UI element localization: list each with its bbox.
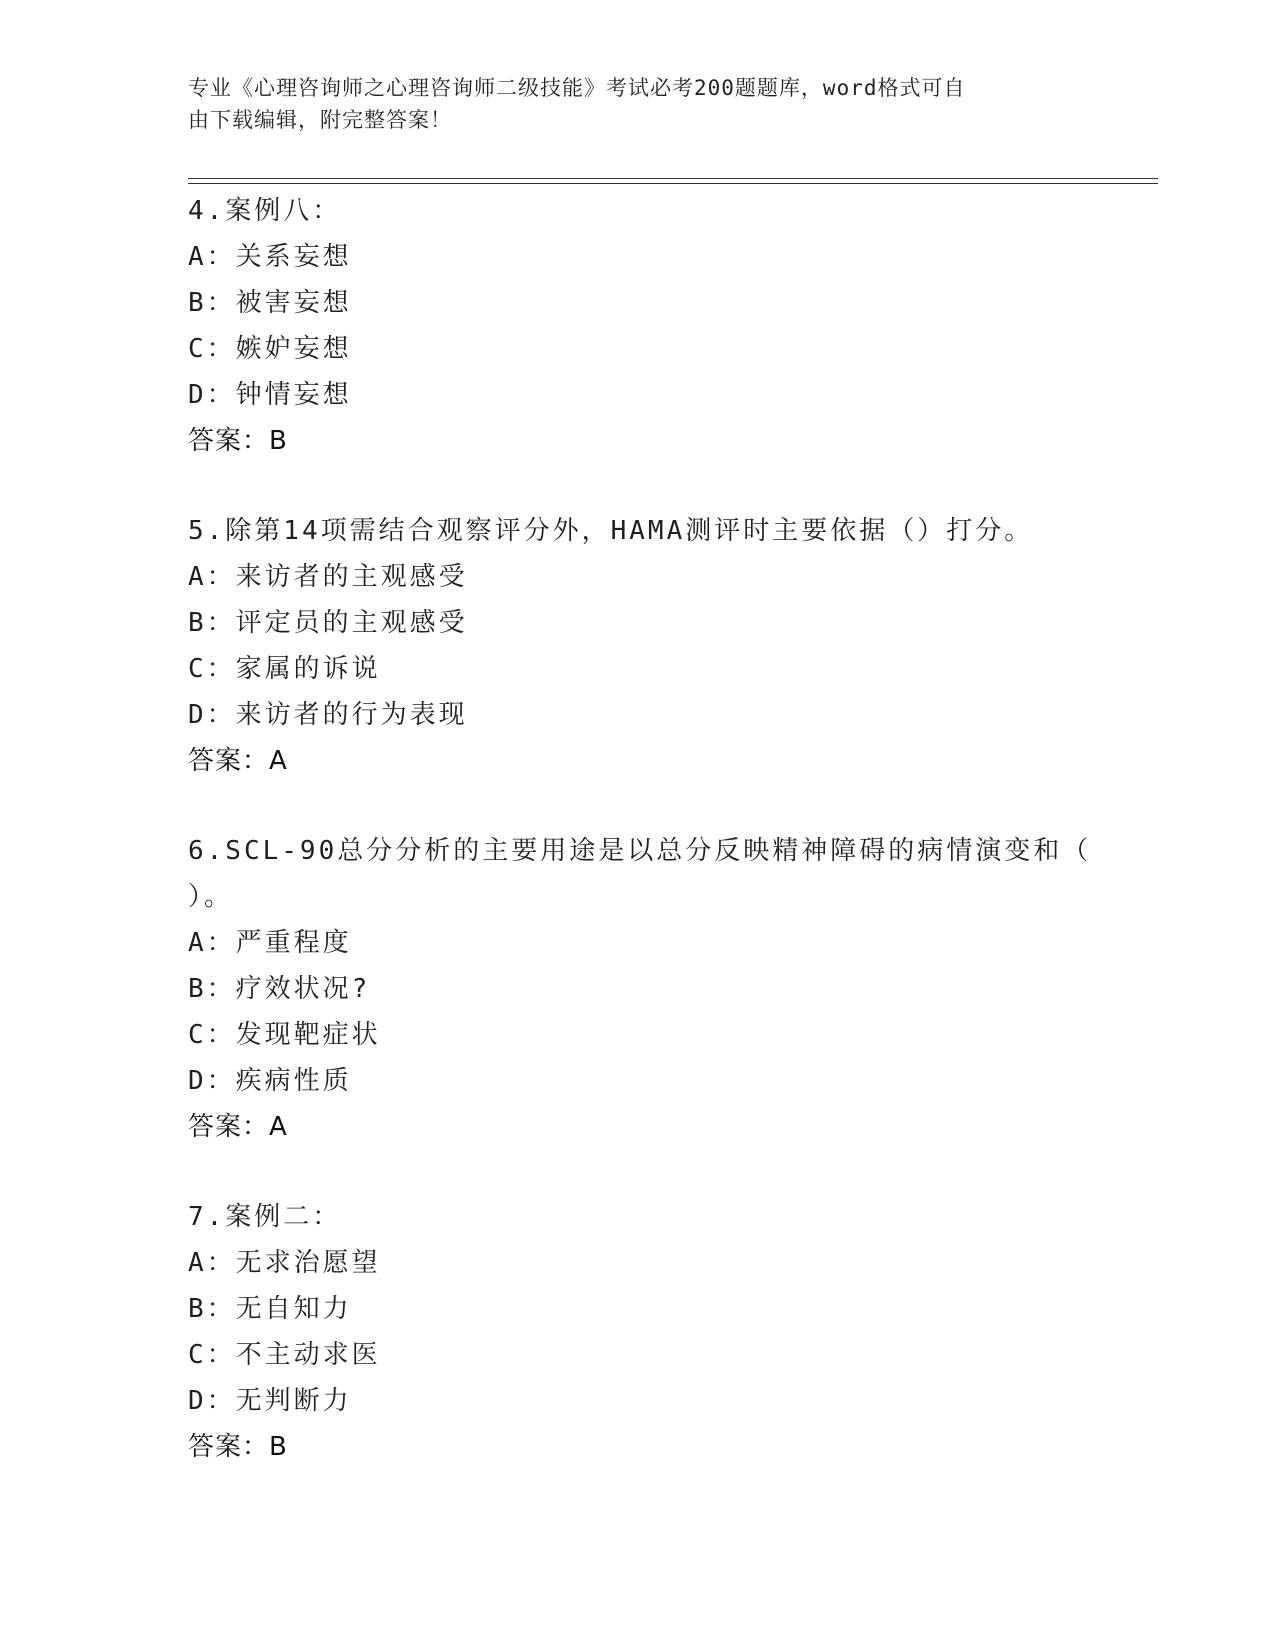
option-d: D：来访者的行为表现	[188, 700, 468, 730]
option-c: C：家属的诉说	[188, 654, 381, 684]
header-line-1: 专业《心理咨询师之心理咨询师二级技能》考试必考200题题库，word格式可自	[188, 76, 966, 100]
answer: 答案：B	[188, 1432, 288, 1462]
header-divider-bottom	[188, 183, 1158, 184]
answer: 答案：A	[188, 746, 288, 776]
document-header	[188, 72, 1068, 136]
question-stem-continued: ）。	[188, 882, 234, 912]
option-a: A：严重程度	[188, 928, 352, 958]
question-block	[188, 1194, 1088, 1470]
header-line-2: 由下载编辑，附完整答案！	[188, 108, 452, 132]
option-b: B：无自知力	[188, 1294, 352, 1324]
option-b: B：评定员的主观感受	[188, 608, 468, 638]
question-block	[188, 188, 1088, 464]
question-block	[188, 828, 1092, 1150]
question-stem: 5.除第14项需结合观察评分外，HAMA测评时主要依据（）打分。	[188, 516, 1034, 546]
answer: 答案：A	[188, 1112, 288, 1142]
option-b: B：被害妄想	[188, 288, 352, 318]
option-a: A：关系妄想	[188, 242, 352, 272]
question-stem: 6.SCL-90总分分析的主要用途是以总分反映精神障碍的病情演变和（	[188, 836, 1092, 866]
option-d: D：疾病性质	[188, 1066, 352, 1096]
question-block	[188, 508, 1088, 784]
option-c: C：嫉妒妄想	[188, 334, 352, 364]
option-c: C：发现靶症状	[188, 1020, 381, 1050]
answer: 答案：B	[188, 426, 288, 456]
option-d: D：钟情妄想	[188, 380, 352, 410]
option-b: B：疗效状况?	[188, 974, 371, 1004]
question-stem: 7.案例二：	[188, 1202, 342, 1232]
header-divider-top	[188, 178, 1158, 179]
option-a: A：无求治愿望	[188, 1248, 381, 1278]
option-c: C：不主动求医	[188, 1340, 381, 1370]
option-a: A：来访者的主观感受	[188, 562, 468, 592]
option-d: D：无判断力	[188, 1386, 352, 1416]
question-stem: 4.案例八：	[188, 196, 342, 226]
